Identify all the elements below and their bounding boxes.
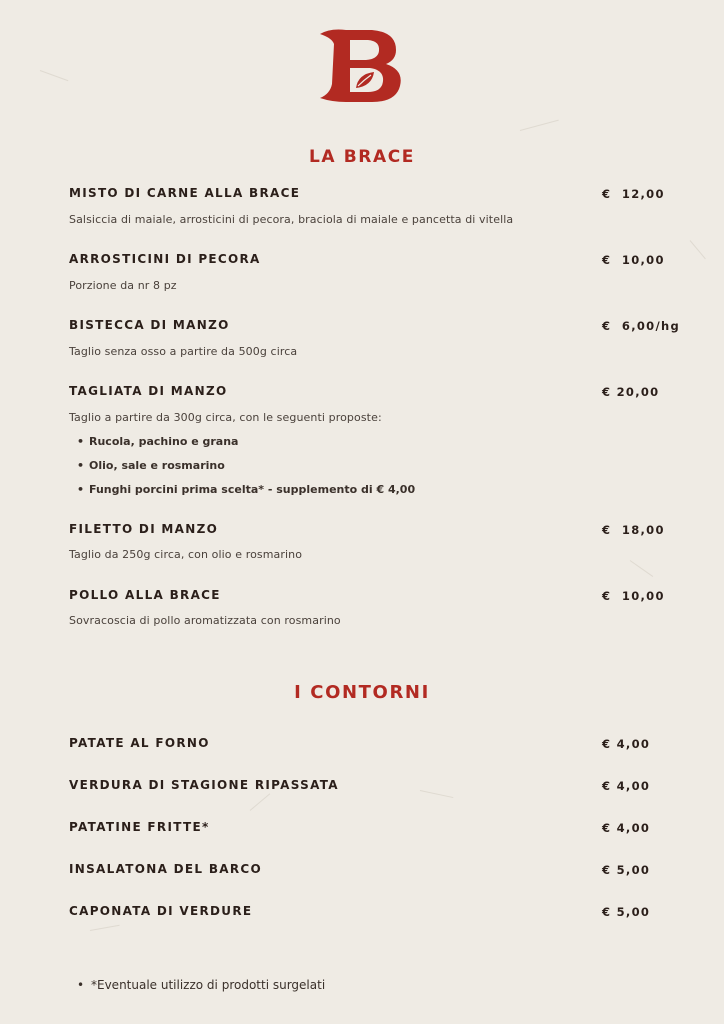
item-price: € 18,00 xyxy=(602,523,665,537)
item-description: Sovracoscia di pollo aromatizzata con rosmarino xyxy=(69,614,341,627)
option-item: • Funghi porcini prima scelta* - supplemento di € 4,00 xyxy=(77,483,415,496)
item-description: Taglio da 250g circa, con olio e rosmarino xyxy=(69,548,303,561)
paper-texture xyxy=(630,560,654,577)
item-price: € 5,00 xyxy=(602,905,651,919)
item-description: Taglio senza osso a partire da 500g circa xyxy=(69,345,298,358)
item-price: € 6,00/hg xyxy=(602,319,681,333)
item-name: MISTO DI CARNE ALLA BRACE xyxy=(69,186,301,200)
option-item: • Rucola, pachino e grana xyxy=(77,435,238,448)
paper-texture xyxy=(40,70,69,81)
item-price: € 4,00 xyxy=(602,779,651,793)
paper-texture xyxy=(90,925,120,931)
barco-b-logo-icon xyxy=(316,26,406,104)
paper-texture xyxy=(690,240,706,259)
section-title-contorni: I CONTORNI xyxy=(294,682,430,703)
item-description: Porzione da nr 8 pz xyxy=(69,279,177,292)
item-price: € 10,00 xyxy=(602,253,665,267)
paper-texture xyxy=(520,120,559,131)
section-title-brace: LA BRACE xyxy=(308,147,415,167)
item-name: ARROSTICINI DI PECORA xyxy=(69,252,261,266)
item-name: PATATE AL FORNO xyxy=(69,736,210,750)
footnote: • *Eventuale utilizzo di prodotti surgelati xyxy=(77,978,325,992)
paper-texture xyxy=(420,790,453,798)
item-price: € 20,00 xyxy=(602,385,660,399)
item-name: POLLO ALLA BRACE xyxy=(69,588,221,602)
item-price: € 4,00 xyxy=(602,821,651,835)
item-description: Salsiccia di maiale, arrosticini di pecora, braciola di maiale e pancetta di vitella xyxy=(69,213,514,226)
paper-texture xyxy=(250,793,271,810)
item-price: € 4,00 xyxy=(602,737,651,751)
item-name: PATATINE FRITTE* xyxy=(69,820,210,834)
item-name: TAGLIATA DI MANZO xyxy=(69,384,228,398)
item-price: € 12,00 xyxy=(602,187,665,201)
item-description: Taglio a partire da 300g circa, con le seguenti proposte: xyxy=(69,411,382,424)
item-name: FILETTO DI MANZO xyxy=(69,522,219,536)
option-item: • Olio, sale e rosmarino xyxy=(77,459,225,472)
item-price: € 5,00 xyxy=(602,863,651,877)
item-name: INSALATONA DEL BARCO xyxy=(69,862,262,876)
item-price: € 10,00 xyxy=(602,589,665,603)
item-name: CAPONATA DI VERDURE xyxy=(69,904,253,918)
item-name: VERDURA DI STAGIONE RIPASSATA xyxy=(69,778,339,792)
item-name: BISTECCA DI MANZO xyxy=(69,318,230,332)
